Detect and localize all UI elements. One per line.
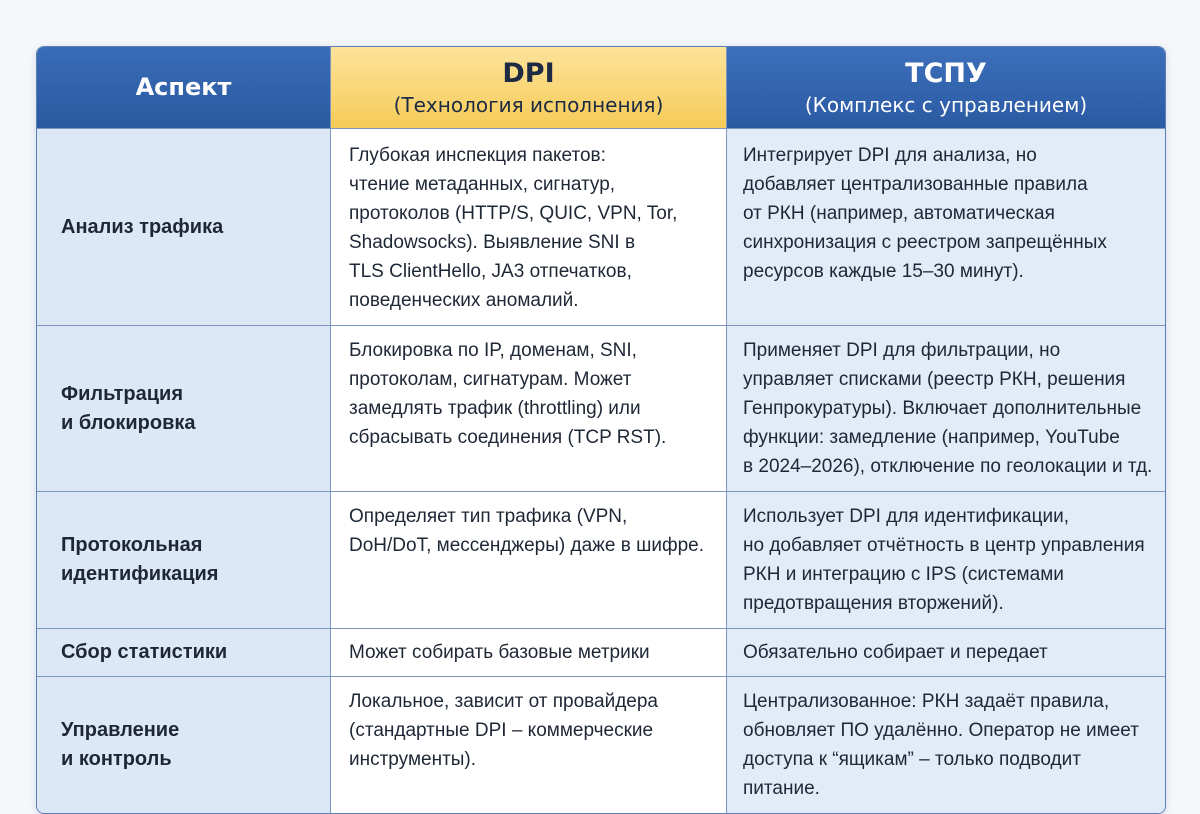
- row-dpi-cell: Определяет тип трафика (VPN, DoH/DoT, мессенджеры) даже в шифре.: [331, 492, 727, 629]
- header-aspect: [37, 47, 331, 129]
- row-tspu-cell: Применяет DPI для фильтрации, но управляет списками (реестр РКН, решения Генпрокуратуры). Включает дополнительные функции: замедление (например, YouTube в 2024–2026), отключение по геолокации и тд.: [727, 326, 1165, 492]
- row-aspect: Анализ трафика: [37, 129, 331, 326]
- row-aspect: Сбор статистики: [37, 629, 331, 677]
- header-aspect-label: Аспект: [135, 73, 232, 101]
- header-dpi-title: DPI: [502, 57, 555, 89]
- header-tspu: [727, 47, 1165, 129]
- header-dpi-subtitle: (Технология исполнения): [393, 92, 664, 117]
- row-tspu-cell: Использует DPI для идентификации, но добавляет отчётность в центр управления РКН и интеграцию с IPS (системами предотвращения вторжений).: [727, 492, 1165, 629]
- row-dpi-cell: Может собирать базовые метрики: [331, 629, 727, 677]
- row-dpi-cell: Локальное, зависит от провайдера (стандартные DPI – коммерческие инструменты).: [331, 677, 727, 813]
- row-tspu-cell: Централизованное: РКН задаёт правила, обновляет ПО удалённо. Оператор не имеет доступа к “ящикам” – только подводит питание.: [727, 677, 1165, 813]
- row-tspu-cell: Интегрирует DPI для анализа, но добавляет централизованные правила от РКН (например, автоматическая синхронизация с реестром запрещённых ресурсов каждые 15–30 минут).: [727, 129, 1165, 326]
- row-tspu-cell: Обязательно собирает и передает: [727, 629, 1165, 677]
- row-dpi-cell: Глубокая инспекция пакетов: чтение метаданных, сигнатур, протоколов (HTTP/S, QUIC, VPN, Tor, Shadowsocks). Выявление SNI в TLS ClientHello, JA3 отпечатков, поведенческих аномалий.: [331, 129, 727, 326]
- row-dpi-cell: Блокировка по IP, доменам, SNI, протоколам, сигнатурам. Может замедлять трафик (throttling) или сбрасывать соединения (TCP RST).: [331, 326, 727, 492]
- row-aspect: Протокольная идентификация: [37, 492, 331, 629]
- header-tspu-subtitle: (Комплекс с управлением): [804, 92, 1088, 117]
- comparison-table: [36, 46, 1166, 814]
- header-tspu-title: ТСПУ: [905, 57, 987, 89]
- row-aspect: Управление и контроль: [37, 677, 331, 813]
- header-dpi: [331, 47, 727, 129]
- row-aspect: Фильтрация и блокировка: [37, 326, 331, 492]
